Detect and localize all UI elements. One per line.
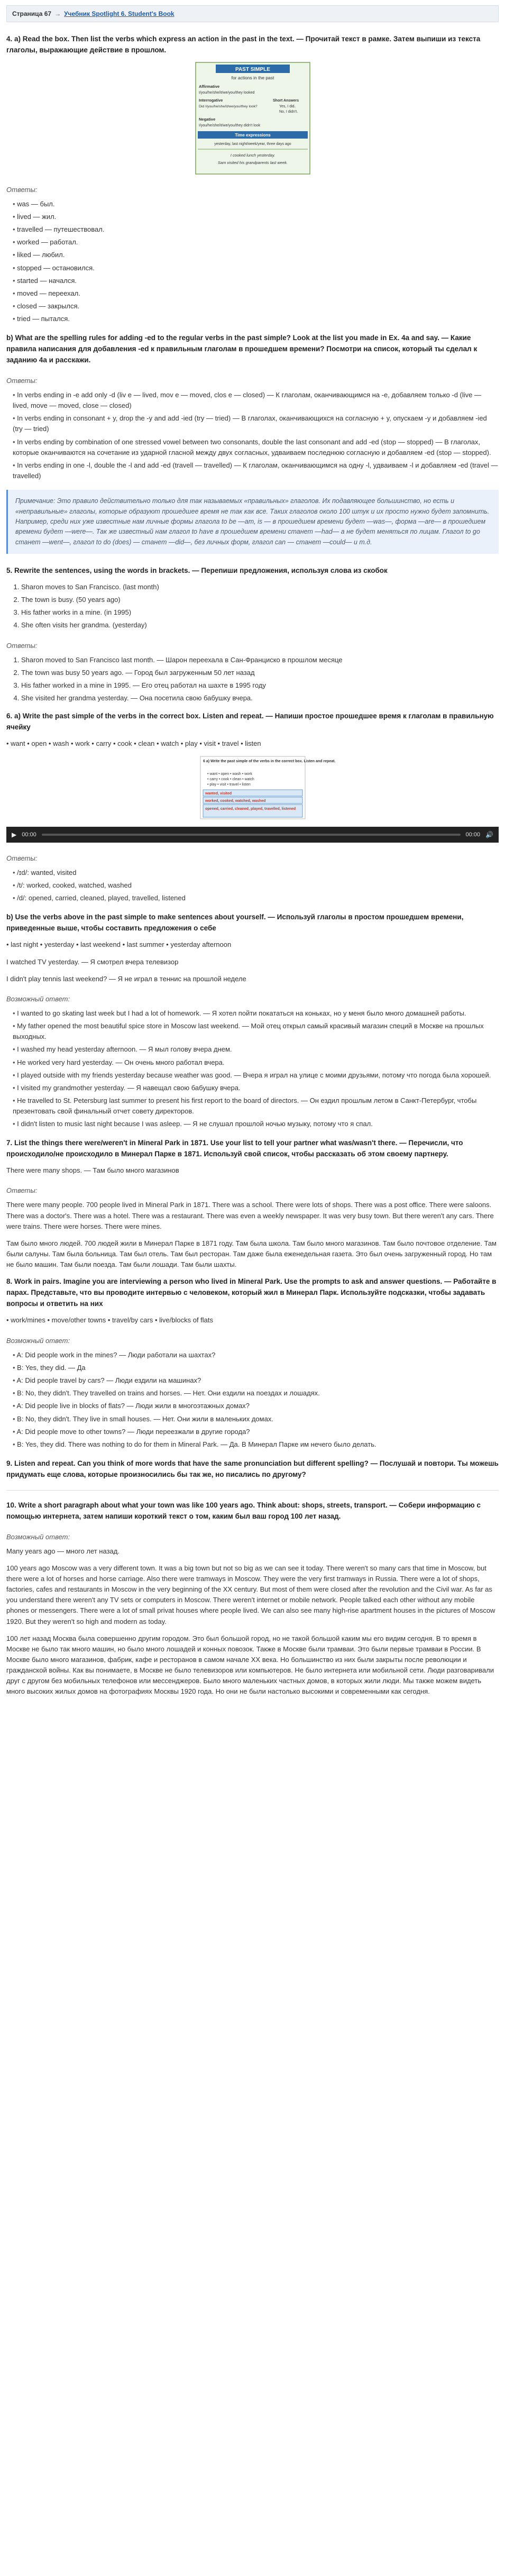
box-short-label: Short Answers [272, 98, 299, 103]
answer-item: • In verbs ending in one -l, double the -l and add -ed (travell — travelled) — К глаголам, оканчивающимся на одну -l, удваиваем -l и добавляем -ed (travel — travelled) [13, 460, 499, 481]
box-short-yes: Yes, I did. [279, 104, 295, 108]
answer-item: • In verbs ending in consonant + y, drop the -y and add -ied (try — tried) — В глаголах, оканчивающихся на согласную + y, опускаем -y и добавляем -ied (try — tried) [13, 413, 499, 434]
exercise-6a-answers-label: Ответы: [6, 854, 38, 862]
verb-table-row-3: opened, carried, cleaned, played, travelled, listened [205, 807, 296, 811]
exercise-10-task: 10. Write a short paragraph about what your town was like 100 years ago. Think about: shops, streets, transport. — Собери информацию с помощью интернета, затем напиши короткий текст о том, каким был ваш город 100 лет назад. [6, 1501, 481, 1520]
verb-table-words-2: • carry • cook • clean • watch [207, 777, 254, 781]
exercise-5-task: 5. Rewrite the sentences, using the words in brackets. — Перепиши предложения, используя слова из скобок [6, 567, 388, 575]
answer-item: • /ɪd/: wanted, visited [13, 867, 499, 878]
list-item: 4. She often visits her grandma. (yesterday) [21, 620, 499, 631]
verb-table-row-2: worked, cooked, watched, washed [205, 799, 265, 803]
exercise-5-answers [6, 655, 499, 704]
list-item: 1. Sharon moves to San Francisco. (last month) [21, 582, 499, 592]
exercise-4b [6, 333, 499, 554]
exercise-8-answers-label: Возможный ответ: [6, 1336, 70, 1345]
answer-item: • was — был. [13, 199, 499, 209]
exercise-6b-answers [6, 1008, 499, 1129]
answer-item: • lived — жил. [13, 212, 499, 222]
breadcrumb-page: Страница 67 [12, 10, 52, 17]
answer-item: 4. She visited her grandma yesterday. — Она посетила свою бабушку вчера. [21, 693, 499, 704]
list-item: 2. The town is busy. (50 years ago) [21, 595, 499, 605]
breadcrumb [6, 5, 499, 22]
answer-item: • B: Yes, they did. — Да [13, 1363, 499, 1373]
play-button[interactable]: ▶ [12, 830, 17, 838]
audio-player [6, 827, 499, 843]
verb-table-words-1: • want • open • wash • work [207, 772, 252, 776]
verb-table-figure [6, 756, 499, 819]
exercise-6a [6, 711, 499, 903]
exercise-7-answers-label: Ответы: [6, 1186, 38, 1195]
answer-item: • closed — закрылся. [13, 301, 499, 312]
exercise-8-task: 8. Work in pairs. Imagine you are interviewing a person who lived in Mineral Park. Use the prompts to ask and answer questions. — Работайте в парах. Представьте, что вы проводите интервью с человеком, который жил в Минерал Парк. Используйте подсказки, чтобы задавать вопросы и ответить на них [6, 1277, 497, 1308]
answer-item: • B: Yes, they did. There was nothing to do for them in Mineral Park. — Да. В Минерал Парке им нечего было делать. [13, 1439, 499, 1450]
exercise-5 [6, 565, 499, 704]
exercise-10-answer-ru: 100 лет назад Москва была совершенно другим городом. Это был большой город, но не такой большой каким мы его видим сегодня. В то время в Москве не было так много машин, но было много лошадей и конных повозок. Также в Москве были трамваи. Это были первые трамваи в России. В Москве было много магазинов, фабрик, кафе и ресторанов в самом начале XX века. Но большинство из них были закрыты после революции и гражданской войны. Как вы понимаете, в Москве не было телевизоров или компьютеров. Не было интернета или мобильной сети. Люди разговаривали друг с другом без мобильных телефонов или мессенджеров. Было много маленьких частных домов, в которых жили люди. Мы также можем видеть много высоких жилых домов на фотографиях Москвы 1920 года. Но они не были настолько высокими и современными как сегодня. [6, 1634, 494, 1696]
exercise-4b-answers [6, 390, 499, 481]
answer-item: 3. His father worked in a mine in 1995. — Его отец работал на шахте в 1995 году [21, 680, 499, 691]
exercise-10-intro: Many years ago — много лет назад. [6, 1547, 120, 1555]
exercise-6b [6, 912, 499, 1129]
answer-item: • /d/: opened, carried, cleaned, played, travelled, listened [13, 893, 499, 903]
exercise-6a-words: • want • open • wash • work • carry • cook • clean • watch • play • visit • travel • listen [6, 739, 261, 747]
answer-item: • I wanted to go skating last week but I had a lot of homework. — Я хотел пойти покататься на коньках, но у меня было много домашней работы. [13, 1008, 499, 1019]
exercise-9-task: 9. Listen and repeat. Can you think of more words that have the same pronunciation but different spelling? — Послушай и повтори. Ты можешь придумать еще слова, которые произносились бы так же, но писались по другому? [6, 1459, 499, 1478]
exercise-9 [6, 1458, 499, 1481]
box-example-2: Sam visited his grandparents last week. [217, 160, 288, 165]
exercise-8-answers [6, 1350, 499, 1450]
box-short-no: No, I didn't. [279, 109, 298, 114]
exercise-4a-task: 4. a) Read the box. Then list the verbs which express an action in the past in the text. — Прочитай текст в рамке. Затем выпиши из текста глаголы, выражающие действие в прошлом. [6, 35, 481, 54]
exercise-6b-words: • last night • yesterday • last weekend • last summer • yesterday afternoon [6, 940, 232, 948]
answer-item: • travelled — путешествовал. [13, 224, 499, 235]
breadcrumb-separator: → [54, 10, 61, 17]
exercise-6b-task: b) Use the verbs above in the past simple to make sentences about yourself. — Используй глаголы в простом прошедшем времени, приведенные выше, чтобы составить предложения о себе [6, 913, 464, 933]
answer-item: • In verbs ending in -e add only -d (liv e — lived, mov e — moved, clos e — closed) — К глаголам, оканчивающимся на -e, добавляем только -d (live — lived, move — moved, close — closed) [13, 390, 499, 411]
verb-table-words-3: • play • visit • travel • listen [207, 782, 251, 787]
exercise-4a [6, 34, 499, 324]
audio-progress-bar[interactable] [42, 834, 461, 836]
answer-item: • He travelled to St. Petersburg last summer to present his first report to the board of directors. — Он ездил прошлым летом в Санкт-Петербург, чтобы презентовать свой финальный отчет совету директоров. [13, 1095, 499, 1117]
answer-item: 1. Sharon moved to San Francisco last month. — Шарон переехала в Сан-Франциско в прошлом месяце [21, 655, 499, 665]
exercise-4b-answers-label: Ответы: [6, 377, 38, 385]
breadcrumb-book-link[interactable]: Учебник Spotlight 6. Student's Book [64, 10, 175, 17]
exercise-8-words: • work/mines • move/other towns • travel/by cars • live/blocks of flats [6, 1316, 214, 1324]
exercise-7-task: 7. List the things there were/weren't in Mineral Park in 1871. Use your list to tell your partner what was/wasn't there. — Перечисли, что происходило/не происходило в Минерал Парке в 1871. Используй свой список, чтобы рассказать об этом своему партнеру. [6, 1139, 463, 1158]
past-simple-box [195, 61, 311, 175]
exercise-10-answer-en: 100 years ago Moscow was a very different town. It was a big town but not so big as we can see it today. There weren't so many cars that time in Moscow, but there were a lot of horses and horse carriage. Also there were tramways in Moscow. They were the very first tramways in Russia. There were a lot of shops, factories, cafes and restaurants in Moscow in the very beginning of the XX century. But most of them were closed after the revolution and the Civil war. As far as you understand there weren't any TV sets or computers in Moscow. There weren't internet or mobile network. People talked each other without any mobile phones or messengers. There were a lot of small privat houses where people lived. We can also see many high-rise apartment houses in the pictures of Moscow 1920. But they weren't so high and modern as today. [6, 1564, 495, 1625]
audio-current-time: 00:00 [22, 831, 36, 838]
answer-item: • A: Did people move to other towns? — Люди переезжали в другие города? [13, 1427, 499, 1437]
exercise-4a-answers-label: Ответы: [6, 185, 38, 194]
box-int-label: Interrogative [198, 97, 223, 103]
answer-item: • I visited my grandmother yesterday. — Я навещал свою бабушку вчера. [13, 1083, 499, 1093]
box-neg-label: Negative [198, 116, 215, 122]
audio-duration: 00:00 [465, 831, 481, 838]
answer-item: • moved — переехал. [13, 288, 499, 299]
answer-item: • A: Did people live in blocks of flats? — Люди жили в многоэтажных домах? [13, 1401, 499, 1411]
exercise-7-answer-ru: Там было много людей. 700 людей жили в Минерал Парке в 1871 году. Там была школа. Там было много магазинов. Там было почтовое отделение. Там были салуны. Там была больница. Там был отель. Там был ресторан. Там даже была еженедельная газета. Это был очень загруженный город. Но там не было машин. Там были поезда. Там были лошади. Там были шахты. [6, 1239, 497, 1269]
exercise-4b-task: b) What are the spelling rules for adding -ed to the regular verbs in the past simple? Look at the list you made in Ex. 4a and say. — Какие правила написания для добавления -ed к правильным глаголам в прошедшем времени? Посмотри на список, который ты сделал к заданию 4a и расскажи. [6, 334, 478, 364]
exercise-6b-example-2: I didn't play tennis last weekend? — Я не играл в теннис на прошлой неделе [6, 974, 246, 983]
box-subtitle: for actions in the past [231, 75, 274, 80]
answer-item: • I played outside with my friends yesterday because weather was good. — Вчера я играл на улице с моими друзьями, потому что погода была хорошей. [13, 1070, 499, 1081]
answer-item: • A: Did people travel by cars? — Люди ездили на машинах? [13, 1375, 499, 1386]
exercise-8 [6, 1276, 499, 1450]
box-time-text: yesterday, last night/week/year, three days ago [214, 142, 291, 146]
exercise-7-answer-en: There were many people. 700 people lived in Mineral Park in 1871. There was a school. There were lots of shops. There was a post office. There were saloons. There was a doctor's. There was a hotel. There was a restaurant. There was even a weekly newspaper. It was very busy town. But there weren't any cars. There were trains. There were horses. There were mines. [6, 1201, 494, 1230]
box-neg-text: I/you/he/she/it/we/you/they didn't look [198, 123, 260, 127]
answer-item: • My father opened the most beautiful spice store in Moscow last weekend. — Мой отец открыл самый красивый магазин специй в Москве на прошлых выходных. [13, 1021, 499, 1042]
exercise-6b-answers-label: Возможный ответ: [6, 995, 70, 1003]
box-int-text: Did I/you/he/she/it/we/you/they look? [198, 104, 258, 108]
box-aff-label: Affirmative [198, 84, 219, 89]
answer-item: • started — начался. [13, 276, 499, 286]
exercise-7-example: There were many shops. — Там было много магазинов [6, 1166, 179, 1175]
answer-item: • worked — работал. [13, 237, 499, 248]
answer-item: • B: No, they didn't. They live in small houses. — Нет. Они жили в маленьких домах. [13, 1414, 499, 1424]
exercise-5-answers-label: Ответы: [6, 641, 38, 650]
box-title: PAST SIMPLE [235, 66, 270, 72]
exercise-4a-answers [6, 199, 499, 324]
answer-item: 2. The town was busy 50 years ago. — Город был загруженным 50 лет назад [21, 668, 499, 678]
answer-item: • I washed my head yesterday afternoon. — Я мыл голову вчера днем. [13, 1044, 499, 1055]
box-aff-text: I/you/he/she/it/we/you/they looked [198, 90, 254, 95]
divider [6, 1490, 499, 1491]
answer-item: • tried — пытался. [13, 314, 499, 324]
past-simple-box-figure [6, 61, 499, 175]
answer-item: • liked — любил. [13, 250, 499, 260]
verb-table-title: 6 a) Write the past simple of the verbs in the correct box. Listen and repeat. [203, 759, 335, 763]
answer-item: • A: Did people work in the mines? — Люди работали на шахтах? [13, 1350, 499, 1360]
answer-item: • B: No, they didn't. They travelled on trains and horses. — Нет. Они ездили на поездах и лошадях. [13, 1388, 499, 1399]
exercise-6a-answers [6, 867, 499, 903]
exercise-10-answers-label: Возможный ответ: [6, 1532, 70, 1541]
verb-table-row-1: wanted, visited [205, 791, 232, 796]
answer-item: • /t/: worked, cooked, watched, washed [13, 880, 499, 891]
answer-item: • In verbs ending by combination of one stressed vowel between two consonants, double the last consonant and add -ed (stop — stopped) — В глаголах, которые оканчиваются на сочетание из ударной гласной между двух согласных, удваиваем последнюю согласную и добавляем -ed (stop — stopped). [13, 437, 499, 458]
answer-item: • stopped — остановился. [13, 263, 499, 273]
answer-item: • He worked very hard yesterday. — Он очень много работал вчера. [13, 1057, 499, 1068]
exercise-6b-example-1: I watched TV yesterday. — Я смотрел вчера телевизор [6, 957, 179, 966]
grammar-note: Примечание: Это правило действительно только для так называемых «правильных» глаголов. Их подавляющее большинство, но есть и «неправильные» глаголы, которые образуют прошедшее время не так как все. Таких глаголов около 100 штук и их просто нужно будет запомнить. Например, среди них уже известные нам личные формы глагола to be —am, is — в прошедшем времени будет —was—, форма —are— в прошедшем времени будет —were—. Так же известный нам глагол to have в прошедшем времени станет —had— а не будет меняться по лицам. Глагол to go станет —went—, глагол to do (does) — станет —did—, без личных форм, глагол can — станет —could— и т.д. [6, 490, 499, 554]
exercise-6a-task: 6. a) Write the past simple of the verbs in the correct box. Listen and repeat. — Напиши простое прошедшее время к глаголам в правильную ячейку [6, 712, 494, 731]
exercise-10 [6, 1500, 499, 1697]
box-time-label: Time expressions [234, 132, 271, 138]
box-example-1: I cooked lunch yesterday. [230, 152, 275, 158]
exercise-7 [6, 1138, 499, 1270]
volume-icon[interactable]: 🔊 [485, 830, 493, 838]
verb-table [200, 756, 335, 819]
list-item: 3. His father works in a mine. (in 1995) [21, 607, 499, 618]
exercise-5-items [6, 582, 499, 631]
answer-item: • I didn't listen to music last night because I was asleep. — Я не слушал прошлой ночью музыку, потому что я спал. [13, 1119, 499, 1129]
